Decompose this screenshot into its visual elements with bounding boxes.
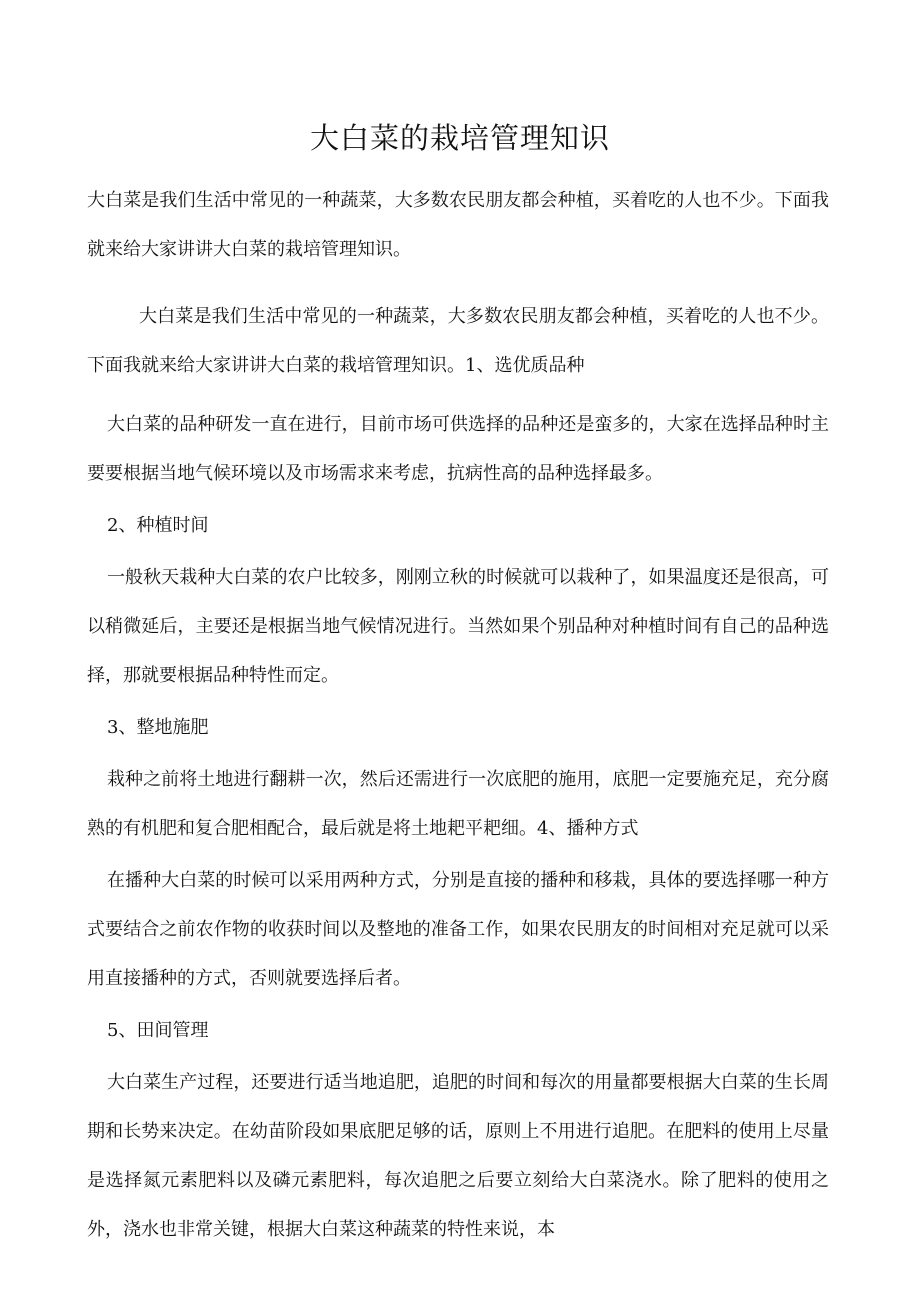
document-title: 大白菜的栽培管理知识 bbox=[309, 121, 610, 155]
intro-paragraph: 大白菜是我们生活中常见的一种蔬菜，大多数农民朋友都会种植，买着吃的人也不少。下面我就来给大家讲讲大白菜的栽培管理知识。 bbox=[87, 190, 829, 260]
paragraph-soil-prep: 栽种之前将土地进行翻耕一次，然后还需进行一次底肥的施用，底肥一定要施充足，充分腐熟的有机肥和复合肥相配合，最后就是将土地耙平耙细。4、播种方式 bbox=[87, 769, 829, 839]
section-heading-field-management: 5、田间管理 bbox=[107, 1020, 209, 1041]
paragraph-field-management: 大白菜生产过程，还要进行适当地追肥，追肥的时间和每次的用量都要根据大白菜的生长周期和长势来决定。在幼苗阶段如果底肥足够的话，原则上不用进行追肥。在肥料的使用上尽量是选择氮元素肥料以及磷元素肥料，每次追肥之后要立刻给大白菜浇水。除了肥料的使用之外，浇水也非常关键，根据大白菜这种蔬菜的特性来说，本 bbox=[87, 1072, 829, 1240]
paragraph-sowing: 在播种大白菜的时候可以采用两种方式，分别是直接的播种和移栽，具体的要选择哪一种方式要结合之前农作物的收获时间以及整地的准备工作，如果农民朋友的时间相对充足就可以采用直接播种的方式，否则就要选择后者。 bbox=[87, 870, 829, 989]
document-body bbox=[87, 176, 829, 1254]
paragraph-variety: 大白菜的品种研发一直在进行，目前市场可供选择的品种还是蛮多的，大家在选择品种时主要要根据当地气候环境以及市场需求来考虑，抗病性高的品种选择最多。 bbox=[87, 414, 829, 484]
paragraph-intro-repeat: 大白菜是我们生活中常见的一种蔬菜，大多数农民朋友都会种植，买着吃的人也不少。下面我就来给大家讲讲大白菜的栽培管理知识。1、选优质品种 bbox=[87, 306, 829, 376]
spacer bbox=[87, 390, 829, 400]
spacer bbox=[87, 274, 829, 292]
section-heading-soil-prep: 3、整地施肥 bbox=[107, 717, 209, 738]
paragraph-planting-time: 一般秋天栽种大白菜的农户比较多，刚刚立秋的时候就可以栽种了，如果温度还是很高，可以稍微延后，主要还是根据当地气候情况进行。当然如果个别品种对种植时间有自己的品种选择，那就要根据品种特性而定。 bbox=[87, 567, 829, 686]
section-heading-planting-time: 2、种植时间 bbox=[107, 515, 209, 536]
